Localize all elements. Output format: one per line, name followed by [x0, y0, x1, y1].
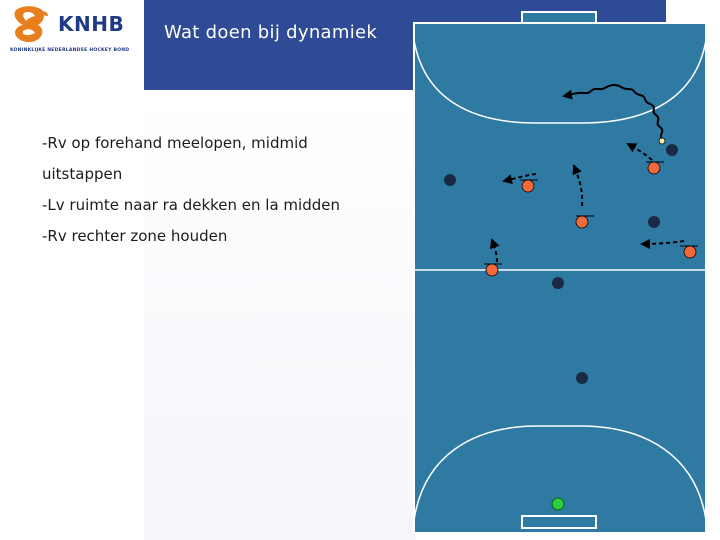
top-goal: [522, 12, 596, 23]
dark-player: [444, 174, 456, 186]
knhb-logo: [10, 4, 140, 60]
bottom-goal: [522, 516, 596, 528]
note-line: -Lv ruimte naar ra dekken en la midden: [42, 196, 340, 214]
coaching-notes: [42, 128, 402, 252]
note-line: uitstappen: [42, 165, 123, 183]
goalkeeper: [552, 498, 564, 510]
note-line: -Rv op forehand meelopen, midmid: [42, 134, 308, 152]
hockey-pitch-diagram: [408, 0, 720, 540]
dark-player: [576, 372, 588, 384]
ball-icon: [659, 138, 665, 144]
note-line: -Rv rechter zone houden: [42, 227, 228, 245]
orange-player: [684, 246, 696, 258]
orange-player: [576, 216, 588, 228]
dark-player: [666, 144, 678, 156]
logo-text: KNHB: [58, 12, 125, 36]
orange-player: [486, 264, 498, 276]
orange-player: [522, 180, 534, 192]
logo-tagline: KONINKLIJKE NEDERLANDSE HOCKEY BOND: [10, 48, 130, 53]
orange-player: [648, 162, 660, 174]
dark-player: [648, 216, 660, 228]
lion-emblem-icon: [10, 4, 56, 44]
slide-title: Wat doen bij dynamiek: [164, 22, 378, 43]
dark-player: [552, 277, 564, 289]
